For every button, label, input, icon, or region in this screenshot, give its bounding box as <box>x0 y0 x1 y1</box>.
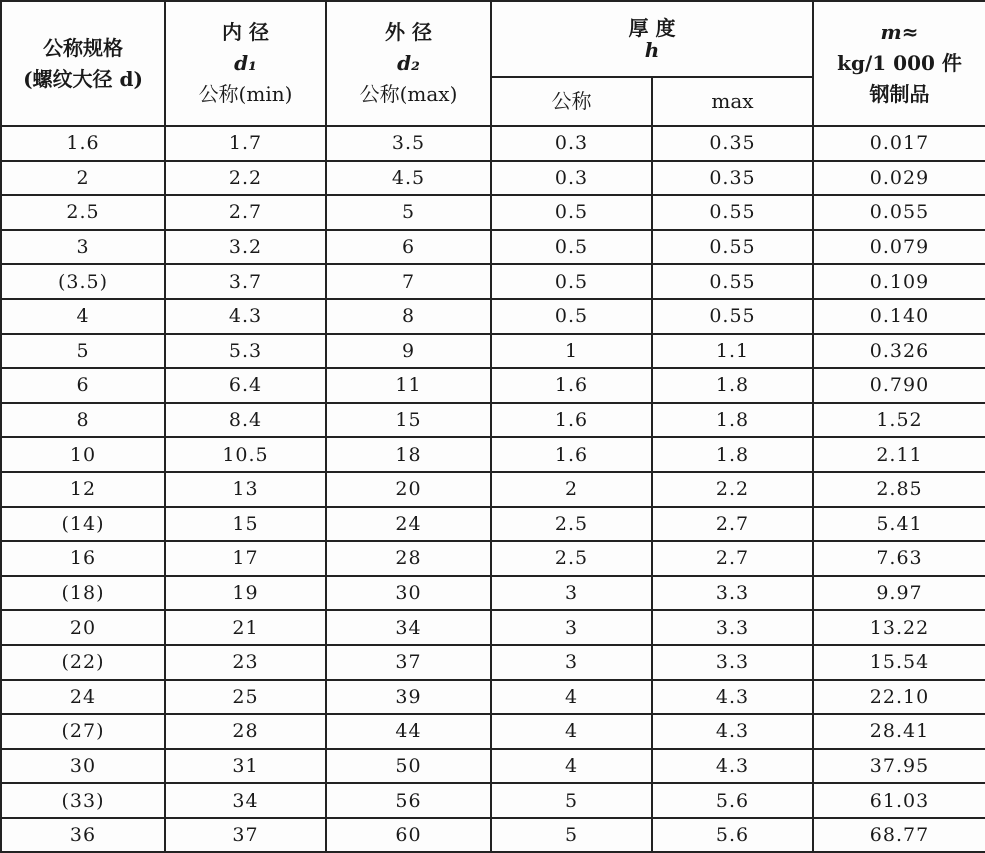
cell-outer-diameter: 15 <box>326 403 491 438</box>
header-thickness-max: max <box>652 77 813 126</box>
cell-thickness-max: 4.3 <box>652 680 813 715</box>
cell-thickness-max: 0.55 <box>652 230 813 265</box>
cell-thickness-max: 2.7 <box>652 507 813 542</box>
table-row <box>1 437 985 472</box>
cell-mass: 0.017 <box>813 126 985 161</box>
cell-thickness-nominal: 0.5 <box>491 264 652 299</box>
cell-thickness-max: 3.3 <box>652 645 813 680</box>
cell-nominal-size: (27) <box>1 714 165 749</box>
cell-outer-diameter: 5 <box>326 195 491 230</box>
cell-outer-diameter: 30 <box>326 576 491 611</box>
cell-inner-diameter: 21 <box>165 610 326 645</box>
cell-thickness-max: 3.3 <box>652 576 813 611</box>
cell-thickness-max: 1.8 <box>652 368 813 403</box>
cell-mass: 0.140 <box>813 299 985 334</box>
cell-thickness-nominal: 2.5 <box>491 541 652 576</box>
cell-inner-diameter: 25 <box>165 680 326 715</box>
cell-inner-diameter: 34 <box>165 783 326 818</box>
cell-thickness-nominal: 2 <box>491 472 652 507</box>
cell-thickness-nominal: 5 <box>491 818 652 853</box>
header-mass-symbol: m≈ <box>880 20 919 44</box>
cell-mass: 0.790 <box>813 368 985 403</box>
cell-nominal-size: 2.5 <box>1 195 165 230</box>
table-row <box>1 334 985 369</box>
cell-thickness-nominal: 3 <box>491 610 652 645</box>
cell-mass: 68.77 <box>813 818 985 853</box>
cell-inner-diameter: 1.7 <box>165 126 326 161</box>
cell-thickness-nominal: 4 <box>491 749 652 784</box>
header-outer-diameter-line3: 公称(max) <box>359 82 458 106</box>
cell-mass: 28.41 <box>813 714 985 749</box>
table-row <box>1 783 985 818</box>
table-row <box>1 749 985 784</box>
cell-nominal-size: 30 <box>1 749 165 784</box>
cell-thickness-nominal: 3 <box>491 645 652 680</box>
cell-outer-diameter: 37 <box>326 645 491 680</box>
cell-outer-diameter: 24 <box>326 507 491 542</box>
cell-inner-diameter: 37 <box>165 818 326 853</box>
cell-thickness-nominal: 2.5 <box>491 507 652 542</box>
table-row <box>1 576 985 611</box>
cell-outer-diameter: 39 <box>326 680 491 715</box>
table-row <box>1 368 985 403</box>
cell-thickness-nominal: 4 <box>491 680 652 715</box>
cell-thickness-max: 0.35 <box>652 126 813 161</box>
cell-thickness-nominal: 1.6 <box>491 368 652 403</box>
table-row <box>1 264 985 299</box>
cell-inner-diameter: 2.2 <box>165 161 326 196</box>
cell-inner-diameter: 31 <box>165 749 326 784</box>
cell-mass: 37.95 <box>813 749 985 784</box>
header-thickness-nominal: 公称 <box>491 77 652 126</box>
cell-outer-diameter: 4.5 <box>326 161 491 196</box>
cell-thickness-max: 4.3 <box>652 749 813 784</box>
cell-outer-diameter: 28 <box>326 541 491 576</box>
cell-inner-diameter: 3.7 <box>165 264 326 299</box>
cell-thickness-max: 1.8 <box>652 403 813 438</box>
table-row <box>1 507 985 542</box>
cell-mass: 61.03 <box>813 783 985 818</box>
cell-inner-diameter: 4.3 <box>165 299 326 334</box>
cell-outer-diameter: 8 <box>326 299 491 334</box>
cell-nominal-size: (3.5) <box>1 264 165 299</box>
header-outer-diameter-symbol: d₂ <box>397 51 420 75</box>
table-row <box>1 541 985 576</box>
cell-outer-diameter: 20 <box>326 472 491 507</box>
table-row <box>1 818 985 853</box>
header-outer-diameter <box>326 1 491 126</box>
cell-nominal-size: 16 <box>1 541 165 576</box>
cell-inner-diameter: 15 <box>165 507 326 542</box>
cell-nominal-size: 12 <box>1 472 165 507</box>
cell-outer-diameter: 34 <box>326 610 491 645</box>
header-inner-diameter-symbol: d₁ <box>234 51 257 75</box>
cell-nominal-size: 20 <box>1 610 165 645</box>
cell-thickness-nominal: 0.5 <box>491 230 652 265</box>
cell-thickness-nominal: 0.3 <box>491 126 652 161</box>
cell-thickness-nominal: 0.3 <box>491 161 652 196</box>
header-thickness-symbol: h <box>644 38 660 62</box>
header-inner-diameter-line3: 公称(min) <box>198 82 293 106</box>
table-row <box>1 299 985 334</box>
cell-outer-diameter: 18 <box>326 437 491 472</box>
header-mass <box>813 1 985 126</box>
cell-inner-diameter: 23 <box>165 645 326 680</box>
table-row <box>1 714 985 749</box>
cell-thickness-max: 5.6 <box>652 783 813 818</box>
cell-outer-diameter: 7 <box>326 264 491 299</box>
cell-thickness-max: 3.3 <box>652 610 813 645</box>
cell-thickness-nominal: 1.6 <box>491 403 652 438</box>
cell-mass: 22.10 <box>813 680 985 715</box>
cell-outer-diameter: 11 <box>326 368 491 403</box>
cell-inner-diameter: 13 <box>165 472 326 507</box>
cell-mass: 0.079 <box>813 230 985 265</box>
cell-thickness-nominal: 4 <box>491 714 652 749</box>
cell-thickness-max: 1.1 <box>652 334 813 369</box>
cell-inner-diameter: 28 <box>165 714 326 749</box>
cell-nominal-size: 8 <box>1 403 165 438</box>
cell-outer-diameter: 60 <box>326 818 491 853</box>
table-row <box>1 472 985 507</box>
cell-nominal-size: 10 <box>1 437 165 472</box>
table-row <box>1 403 985 438</box>
header-nominal-size-line1: 公称规格 <box>43 35 123 60</box>
cell-thickness-max: 0.55 <box>652 299 813 334</box>
cell-thickness-nominal: 5 <box>491 783 652 818</box>
cell-nominal-size: 2 <box>1 161 165 196</box>
cell-thickness-nominal: 3 <box>491 576 652 611</box>
header-mass-unit: kg/1 000 件 <box>837 51 962 75</box>
cell-mass: 5.41 <box>813 507 985 542</box>
cell-thickness-max: 4.3 <box>652 714 813 749</box>
header-mass-material: 钢制品 <box>869 82 930 106</box>
cell-inner-diameter: 10.5 <box>165 437 326 472</box>
header-nominal-size <box>1 1 165 126</box>
header-outer-diameter-line1: 外 径 <box>385 20 432 44</box>
table-row <box>1 680 985 715</box>
table-row <box>1 195 985 230</box>
cell-inner-diameter: 8.4 <box>165 403 326 438</box>
cell-thickness-max: 2.2 <box>652 472 813 507</box>
cell-mass: 0.326 <box>813 334 985 369</box>
cell-outer-diameter: 3.5 <box>326 126 491 161</box>
table-row <box>1 610 985 645</box>
header-thickness <box>491 1 813 77</box>
table-body <box>1 126 985 852</box>
cell-inner-diameter: 3.2 <box>165 230 326 265</box>
cell-thickness-max: 0.35 <box>652 161 813 196</box>
cell-nominal-size: (22) <box>1 645 165 680</box>
cell-inner-diameter: 17 <box>165 541 326 576</box>
cell-nominal-size: 24 <box>1 680 165 715</box>
cell-thickness-max: 0.55 <box>652 264 813 299</box>
cell-mass: 0.055 <box>813 195 985 230</box>
cell-mass: 13.22 <box>813 610 985 645</box>
cell-nominal-size: 3 <box>1 230 165 265</box>
cell-outer-diameter: 44 <box>326 714 491 749</box>
table-row <box>1 645 985 680</box>
cell-nominal-size: 4 <box>1 299 165 334</box>
cell-mass: 15.54 <box>813 645 985 680</box>
cell-thickness-nominal: 1 <box>491 334 652 369</box>
cell-inner-diameter: 6.4 <box>165 368 326 403</box>
cell-thickness-max: 5.6 <box>652 818 813 853</box>
header-nominal-size-line2: (螺纹大径 d) <box>23 66 143 91</box>
header-inner-diameter-line1: 内 径 <box>222 20 269 44</box>
cell-mass: 2.85 <box>813 472 985 507</box>
cell-nominal-size: 5 <box>1 334 165 369</box>
cell-nominal-size: 1.6 <box>1 126 165 161</box>
cell-thickness-nominal: 0.5 <box>491 195 652 230</box>
cell-nominal-size: 6 <box>1 368 165 403</box>
header-thickness-line1: 厚 度 <box>628 16 676 40</box>
cell-nominal-size: 36 <box>1 818 165 853</box>
cell-thickness-max: 2.7 <box>652 541 813 576</box>
cell-inner-diameter: 2.7 <box>165 195 326 230</box>
cell-outer-diameter: 50 <box>326 749 491 784</box>
cell-thickness-max: 0.55 <box>652 195 813 230</box>
table-row <box>1 126 985 161</box>
cell-inner-diameter: 19 <box>165 576 326 611</box>
cell-outer-diameter: 9 <box>326 334 491 369</box>
cell-thickness-nominal: 0.5 <box>491 299 652 334</box>
table-row <box>1 230 985 265</box>
cell-thickness-max: 1.8 <box>652 437 813 472</box>
cell-mass: 7.63 <box>813 541 985 576</box>
header-inner-diameter <box>165 1 326 126</box>
cell-mass: 0.029 <box>813 161 985 196</box>
cell-outer-diameter: 56 <box>326 783 491 818</box>
cell-outer-diameter: 6 <box>326 230 491 265</box>
cell-thickness-nominal: 1.6 <box>491 437 652 472</box>
cell-nominal-size: (18) <box>1 576 165 611</box>
table-header <box>1 1 985 126</box>
cell-mass: 2.11 <box>813 437 985 472</box>
cell-inner-diameter: 5.3 <box>165 334 326 369</box>
table-row <box>1 161 985 196</box>
cell-mass: 1.52 <box>813 403 985 438</box>
cell-nominal-size: (14) <box>1 507 165 542</box>
cell-nominal-size: (33) <box>1 783 165 818</box>
cell-mass: 0.109 <box>813 264 985 299</box>
cell-mass: 9.97 <box>813 576 985 611</box>
